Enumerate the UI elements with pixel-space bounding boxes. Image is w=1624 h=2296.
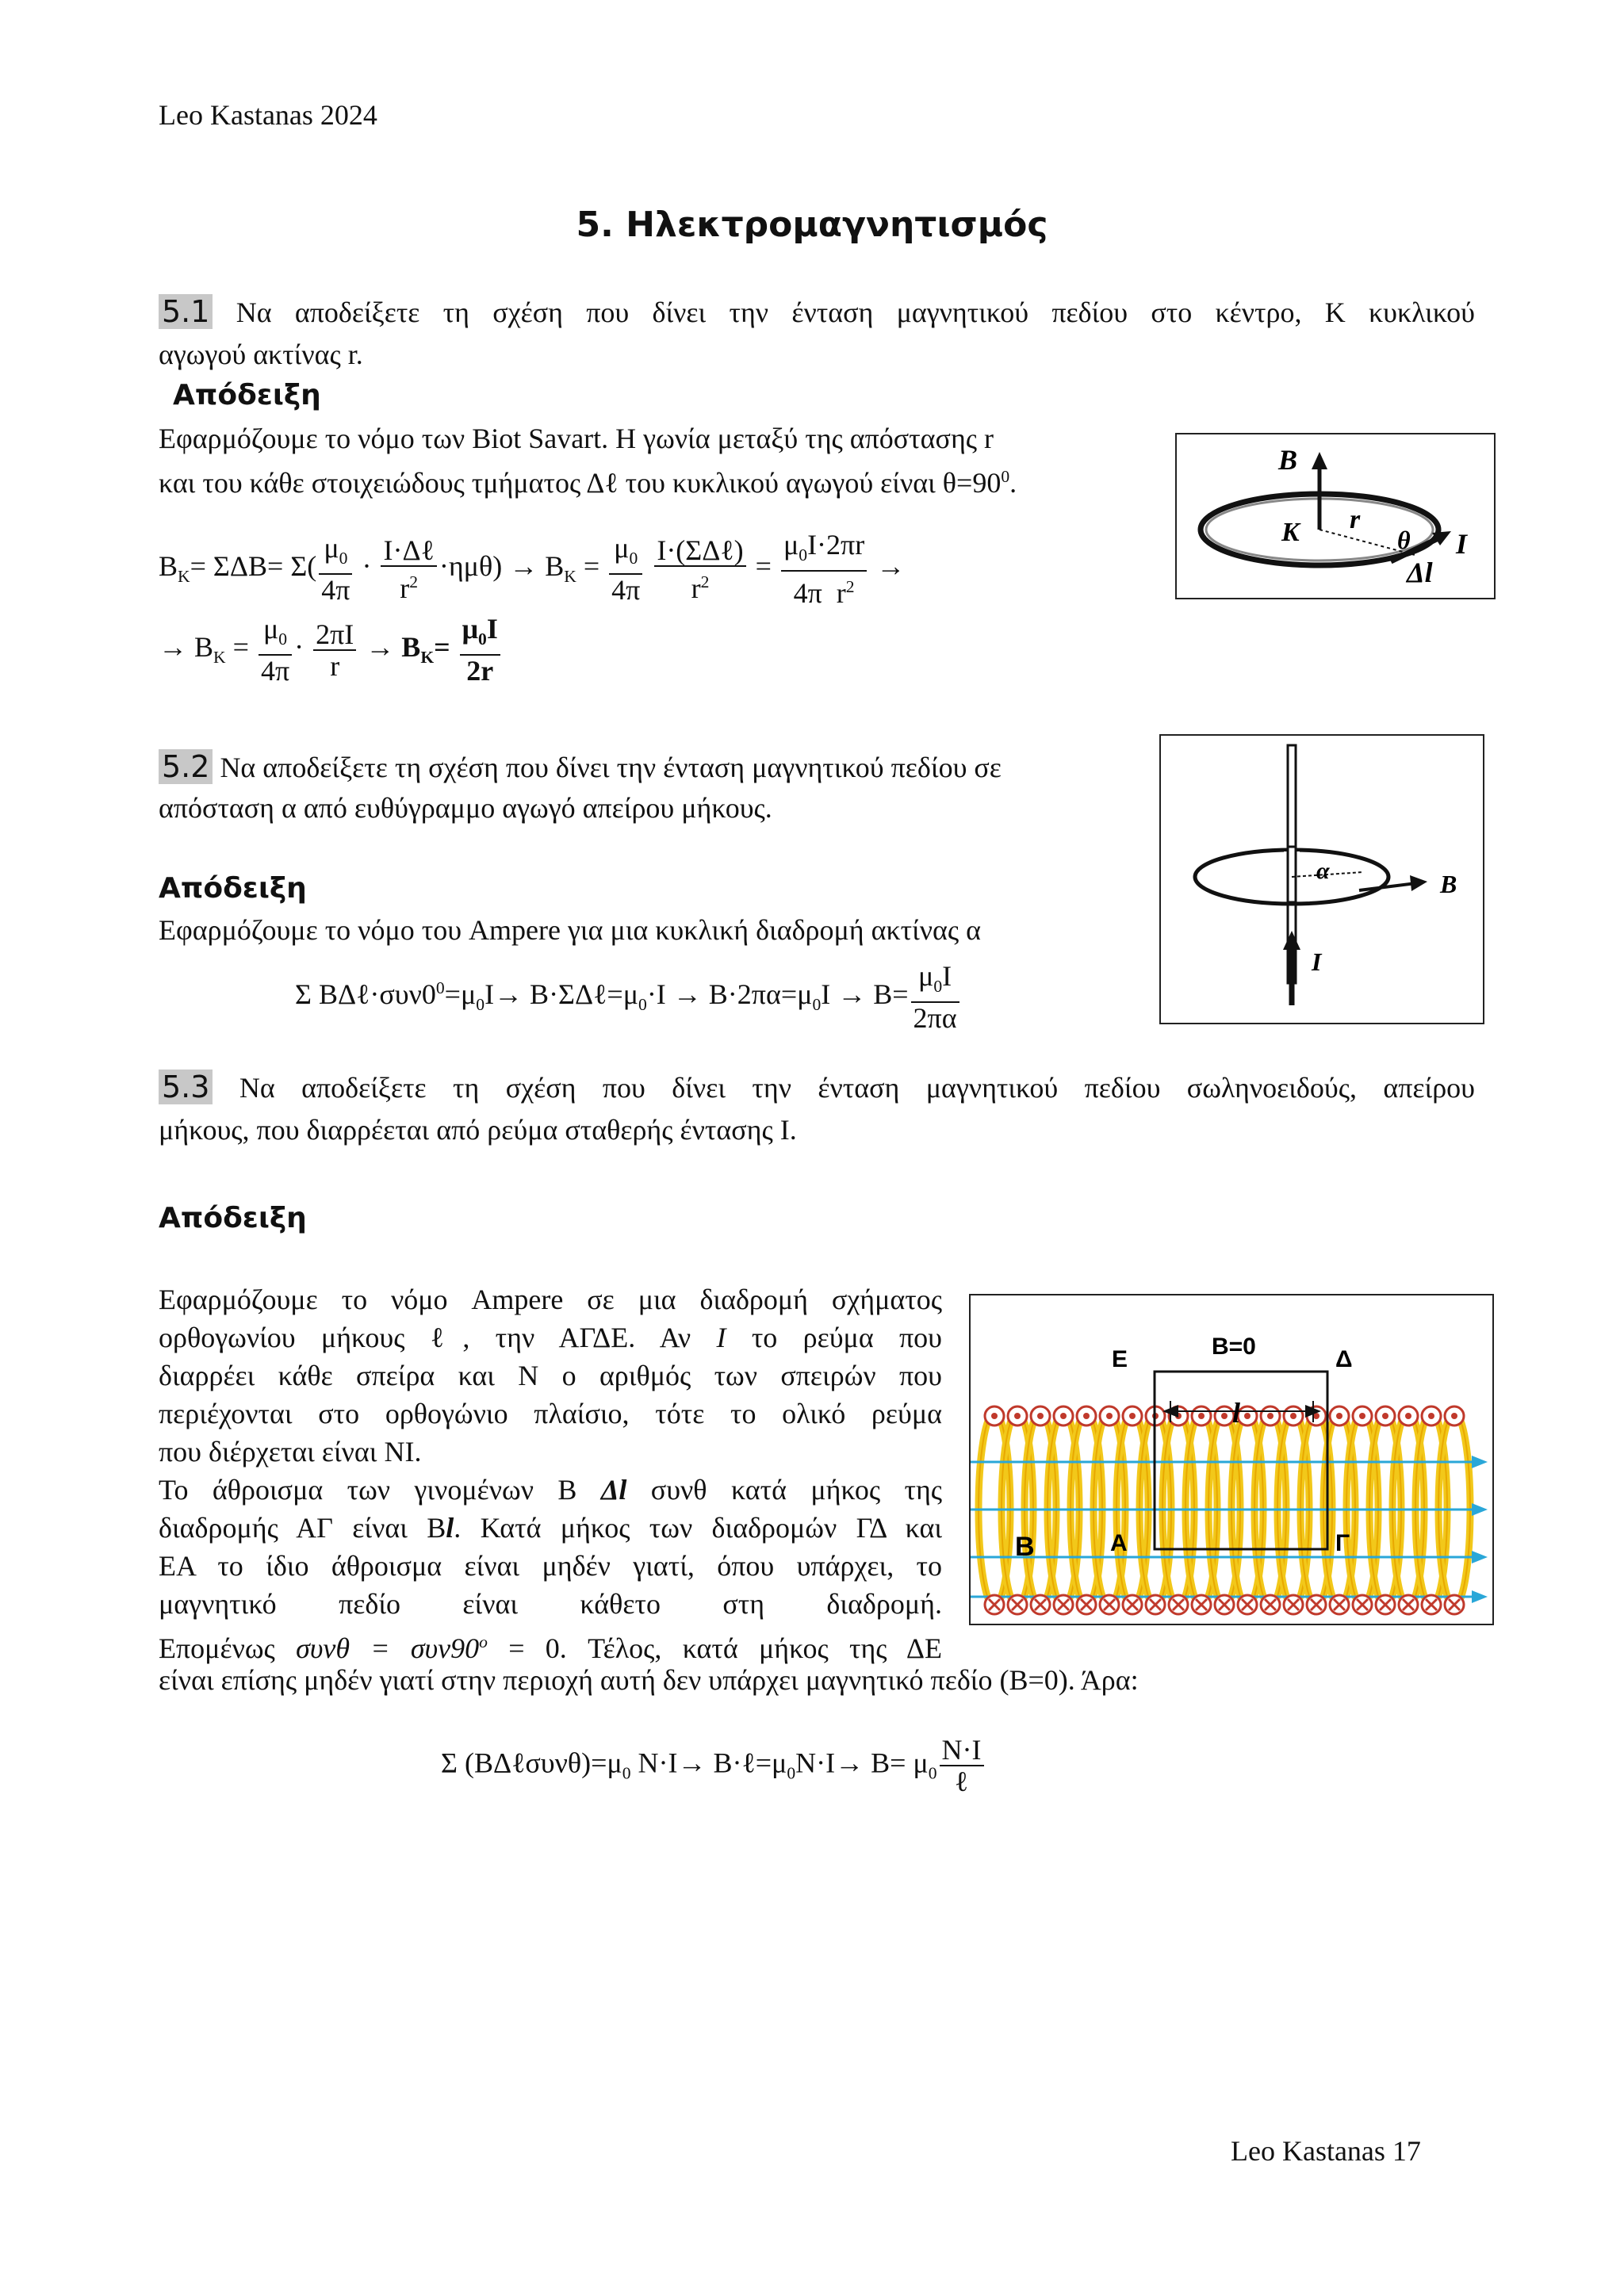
- label-b0: B=0: [1212, 1334, 1256, 1360]
- label-k: K: [1281, 518, 1300, 547]
- chapter-title: 5. Ηλεκτρομαγνητισμός: [576, 205, 1048, 245]
- ampere-line-formula: Σ $B\Delta\ell\cdot\sigma\upsilon\nu 0^0=\mu_0I\to$ $B\cdot\Sigma\Delta\ell=\mu_0\cdot I \to B\cdot 2\pi\alpha=\mu_0I \to B=$ $\frac{\mu_0I}{2\pi\alpha}$: [295, 961, 962, 1033]
- proof-text-line: Εφαρμόζουμε το νόμο του Ampere για μια κυκλική διαδρομή ακτίνας α: [159, 914, 982, 946]
- question-5-2: [159, 748, 1142, 786]
- paragraph-line: ΕΑ το ίδιο άθροισμα είναι μηδέν γιατί, όπου υπάρχει, το: [159, 1550, 942, 1582]
- label-i: I: [1312, 947, 1322, 976]
- label-b: B: [1440, 870, 1457, 898]
- question-5-3-cont: μήκους, που διαρρέεται από ρεύμα σταθερής έντασης Ι.: [159, 1114, 797, 1146]
- proof-text-line: Εφαρμόζουμε το νόμο των Biot Savart. Η γωνία μεταξύ της απόστασης r: [159, 423, 994, 454]
- proof-label: Απόδειξη: [159, 1202, 307, 1234]
- label-dl: Δl: [1407, 557, 1433, 588]
- paragraph-line: που διέρχεται είναι ΝΙ.: [159, 1436, 422, 1468]
- proof-text-line: και του κάθε στοιχειώδους τμήματος Δℓ του κυκλικού αγωγού είναι $\theta=90^0$.: [159, 467, 1017, 499]
- page-header-author: Leo Kastanas 2024: [159, 99, 377, 131]
- question-5-3: [159, 1069, 1475, 1106]
- figure-circular-loop: [1175, 433, 1496, 599]
- label-delta: Δ: [1335, 1346, 1353, 1372]
- label-b: B: [1015, 1532, 1035, 1562]
- question-5-1-cont: αγωγού ακτίνας r.: [159, 339, 363, 370]
- question-5-1: [159, 293, 1475, 331]
- page-footer: Leo Kastanas 17: [1231, 2135, 1421, 2167]
- question-text: Να αποδείξετε τη σχέση που δίνει την ένταση μαγνητικού πεδίου σε: [220, 752, 1002, 783]
- question-number: 5.3: [159, 1070, 213, 1104]
- question-5-2-cont: απόσταση α από ευθύγραμμο αγωγό απείρου μήκους.: [159, 792, 772, 824]
- paragraph-line: ορθογωνίου μήκους ℓ, την ΑΓΔΕ. Αν I το ρεύμα που: [159, 1322, 943, 1353]
- question-number: 5.1: [159, 294, 213, 329]
- label-i: I: [1456, 528, 1468, 560]
- biot-savart-result: → $B_K$ = $\frac{\mu_0}{4\pi}$ · $\frac{2\pi I}{r}$ → $B_K=$ $\frac{\mu_0I}{2r}$: [159, 614, 503, 686]
- question-text: Να αποδείξετε τη σχέση που δίνει την ένταση μαγνητικού πεδίου σωληνοειδούς, απείρου: [239, 1072, 1476, 1104]
- biot-savart-formula: $B_K= \Sigma\Delta B= \Sigma$( $\frac{\mu_0}{4\pi}$ · $\frac{\text{I·Δℓ}}{r^2}$ $\cdot\eta\mu\theta) \to B_K$ = $\frac{\mu_0}{4\pi}$ $\frac{\text{I·(ΣΔℓ)}}{r^2}$ = $\frac{\mu_0I\cdot 2\pi r}{4\pi r^2}$ →: [159, 529, 906, 610]
- paragraph-line: Εφαρμόζουμε το νόμο Ampere σε μια διαδρομή σχήματος: [159, 1284, 942, 1315]
- proof-label: Απόδειξη: [173, 379, 321, 411]
- paragraph-line: είναι επίσης μηδέν γιατί στην περιοχή αυτή δεν υπάρχει μαγνητικό πεδίο (Β=0). Άρα:: [159, 1664, 1139, 1696]
- paragraph-line: διαδρομής ΑΓ είναι Βl. Κατά μήκος των διαδρομών ΓΔ και: [159, 1512, 942, 1544]
- label-e: E: [1112, 1346, 1128, 1372]
- label-r: r: [1350, 505, 1361, 534]
- paragraph-line: Το άθροισμα των γινομένων Β Δl συνθ κατά μήκος της: [159, 1474, 943, 1506]
- paragraph-line: διαρρέει κάθε σπείρα και Ν ο αριθμός των σπειρών που: [159, 1360, 942, 1391]
- label-alpha: α: [1316, 858, 1330, 884]
- paragraph-line: Επομένως $\sigma\upsilon\nu\theta = \sigma\upsilon\nu 90^o = 0$. Τέλος, κατά μήκος της ΔΕ: [159, 1632, 942, 1664]
- solenoid-formula: Σ $(B\Delta\ell\sigma\upsilon\nu\theta)=\mu_0$ $N\cdot I\to B\cdot\ell=\mu_0N\cdot I\to B= \mu_0$ $\frac{N\cdot I}{\text{ℓ}}$: [441, 1735, 986, 1797]
- label-gamma: Γ: [1335, 1530, 1350, 1556]
- label-a: A: [1110, 1530, 1128, 1556]
- label-theta: θ: [1397, 526, 1411, 554]
- question-text: Να αποδείξετε τη σχέση που δίνει την ένταση μαγνητικού πεδίου στο κέντρο, Κ κυκλικού: [236, 297, 1476, 328]
- paragraph-line: μαγνητικό πεδίο είναι κάθετο στη διαδρομή.: [159, 1588, 942, 1620]
- proof-label: Απόδειξη: [159, 872, 307, 905]
- label-l: l: [1232, 1397, 1241, 1429]
- figure-straight-wire: [1159, 734, 1484, 1024]
- question-number: 5.2: [159, 749, 213, 784]
- paragraph-line: περιέχονται στο ορθογώνιο πλαίσιο, τότε το ολικό ρεύμα: [159, 1398, 942, 1429]
- label-b: B: [1278, 444, 1298, 476]
- figure-solenoid: [969, 1294, 1494, 1625]
